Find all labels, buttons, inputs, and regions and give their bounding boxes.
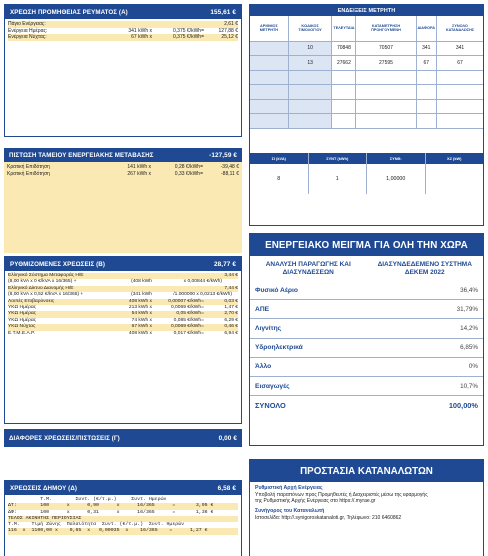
municipal-line: ΔΦ: 100 x 0,31 x 16/365 = 1,36 € bbox=[8, 509, 214, 515]
table-cell bbox=[250, 114, 288, 129]
table-cell: 10 bbox=[288, 41, 332, 56]
line-label: Ε.Τ.Μ.Ε.Α.Ρ. bbox=[8, 330, 36, 336]
table-cell bbox=[288, 99, 332, 114]
source-name: Εισαγωγές bbox=[255, 382, 290, 390]
table-row bbox=[250, 99, 483, 114]
row-label: Πάγιο Ενέργειας: bbox=[8, 21, 46, 27]
table-cell bbox=[332, 99, 356, 114]
regulated-charges-header bbox=[5, 257, 241, 271]
line-qty: (408 kWh bbox=[131, 279, 152, 285]
table-cell: 1 bbox=[309, 164, 368, 194]
line-amount: 3,44 € bbox=[224, 273, 238, 278]
table-cell: 341 bbox=[437, 41, 484, 56]
table-cell bbox=[288, 85, 332, 100]
regulated-charges-total: 28,77 € bbox=[213, 260, 236, 268]
supply-row bbox=[8, 34, 238, 41]
line-rate: 0,085 €/kWh= bbox=[173, 317, 204, 323]
supply-charges-header bbox=[5, 5, 241, 19]
transition-fund-credit-panel bbox=[4, 148, 242, 253]
meter-power-values bbox=[250, 164, 483, 194]
line-label: Ελληνικό Δίκτυο Διανομής Η/Ε bbox=[8, 285, 74, 291]
line-qty: 54 kWh x bbox=[131, 311, 152, 317]
table-cell bbox=[356, 114, 416, 129]
source-name: Υδροηλεκτρικά bbox=[255, 344, 303, 352]
energy-mix-sub-left: ΑΝΑΛΥΣΗ ΠΑΡΑΓΩΓΗΣ ΚΑΙ ΔΙΑΣΥΝΔΕΣΕΩΝ bbox=[265, 260, 351, 276]
source-name: Λιγνίτης bbox=[255, 324, 282, 332]
source-name: ΑΠΕ bbox=[255, 305, 270, 313]
ombudsman-contact[interactable]: Ιστοσελίδα: http://.synigoroskatanaloti.gr, Τηλέφωνο: 210 6460862 bbox=[255, 514, 402, 521]
regulated-charges-panel bbox=[4, 256, 242, 424]
table-row bbox=[250, 41, 483, 56]
table-cell bbox=[250, 70, 288, 85]
row-amount: 127,88 € bbox=[218, 27, 238, 34]
row-qty: 341 kWh x bbox=[128, 27, 152, 34]
table-cell bbox=[416, 114, 437, 129]
meter-readings-table bbox=[250, 16, 483, 129]
table-row bbox=[250, 85, 483, 100]
supply-charges-total: 155,61 € bbox=[210, 8, 236, 16]
source-percent: 36,4% bbox=[460, 286, 478, 294]
row-amount: -88,11 € bbox=[221, 170, 239, 177]
total-percent: 100,00% bbox=[448, 401, 478, 411]
line-rate: 0,00007 €/kWh= bbox=[168, 298, 204, 304]
subsidy-row bbox=[7, 171, 239, 178]
row-rate: 0,375 €/kWh= bbox=[173, 27, 204, 34]
col-header: ΚΩΔΙΚΟΣ ΤΙΜΟΛΟΓΙΟΥ bbox=[288, 16, 332, 41]
table-cell bbox=[356, 70, 416, 85]
supply-charges-panel bbox=[4, 4, 242, 137]
municipal-line: ΔΤ: 100 x 0,90 x 16/365 = 3,95 € bbox=[8, 503, 238, 509]
ombudsman-title: Συνήγορος του Καταναλωτή bbox=[255, 507, 325, 514]
supply-charges-title: ΧΡΕΩΣΗ ΠΡΟΜΗΘΕΙΑΣ ΡΕΥΜΑΤΟΣ (Α) bbox=[10, 8, 128, 16]
table-cell: 1,00000 bbox=[367, 164, 426, 194]
table-cell bbox=[332, 114, 356, 129]
line-amount: 0,46 € bbox=[224, 324, 238, 330]
transition-fund-header bbox=[4, 148, 242, 162]
line-label: ΥΚΩ Ημέρας bbox=[8, 317, 37, 323]
table-cell bbox=[426, 164, 484, 194]
line-rate: 0,0069 €/kWh= bbox=[170, 324, 204, 330]
energy-mix-row bbox=[250, 339, 483, 358]
source-name: Άλλο bbox=[255, 363, 272, 371]
table-row bbox=[250, 114, 483, 129]
table-cell bbox=[250, 99, 288, 114]
line-label: Ελληνικό Σύστημα Μεταφοράς Η/Ε bbox=[8, 273, 84, 278]
col-header: ΧΖ (kW) bbox=[447, 155, 462, 161]
table-cell bbox=[437, 114, 484, 129]
line-amount: 2,70 € bbox=[224, 311, 238, 317]
line-amount: 7,44 € bbox=[224, 285, 238, 291]
table-cell bbox=[437, 85, 484, 100]
subsidy-row bbox=[7, 164, 239, 171]
col-header: ΣΥΝΤ (kWh) bbox=[309, 153, 368, 164]
col-header: ΣΥΝΟΛΟ ΚΑΤΑΝΑΛΩΣΗΣ bbox=[437, 16, 484, 41]
line-qty: 74 kWh x bbox=[131, 317, 152, 323]
energy-mix-panel bbox=[249, 233, 484, 446]
table-cell bbox=[250, 41, 288, 56]
line-label: ΥΚΩ Ημέρας bbox=[8, 311, 37, 317]
regulator-section bbox=[250, 482, 483, 505]
regulator-title: Ρυθμιστική Αρχή Ενέργειας bbox=[255, 485, 323, 491]
table-cell bbox=[416, 85, 437, 100]
municipal-charges-header bbox=[5, 481, 241, 495]
row-rate: 0,375 €/kWh= bbox=[173, 34, 204, 41]
municipal-charges-panel bbox=[4, 480, 242, 556]
municipal-line: 116 x 1100,00 x 0,65 x 0,00035 x 16/365 = 1,27 € bbox=[8, 528, 238, 534]
line-amount: 6,94 € bbox=[224, 330, 238, 336]
line-qty: 408 kWh x bbox=[128, 330, 152, 336]
table-cell bbox=[416, 70, 437, 85]
line-amount: 1,47 € bbox=[224, 305, 238, 311]
col-header: ΚΑΤΑΜΕΤΡΗΣΗ ΠΡΟΗΓΟΥΜΕΝΗ bbox=[356, 16, 416, 41]
line-qty: 408 kWh x bbox=[128, 298, 152, 304]
meter-power-header bbox=[250, 153, 483, 164]
col-header: ΤΕΛΕΥΤΑΙΑ bbox=[332, 16, 356, 41]
col-header: ΣΙ (kVA) bbox=[250, 153, 309, 164]
line-label: Λοιπές Επιβαρύνσεις bbox=[8, 298, 55, 304]
source-percent: 0% bbox=[468, 363, 478, 371]
source-percent: 14,2% bbox=[460, 324, 478, 332]
transition-fund-title: ΠΙΣΤΩΣΗ ΤΑΜΕΙΟΥ ΕΝΕΡΓΕΙΑΚΗΣ ΜΕΤΑΒΑΣΗΣ bbox=[9, 151, 154, 159]
line-label: ΥΚΩ Νύχτας bbox=[8, 324, 36, 330]
col-header: ΑΡΙΘΜΟΣ ΜΕΤΡΗΤΗ bbox=[250, 16, 288, 41]
table-cell: 70507 bbox=[356, 41, 416, 56]
table-cell: 67 bbox=[437, 56, 484, 71]
table-row bbox=[250, 70, 483, 85]
table-cell bbox=[437, 70, 484, 85]
consumer-protection-panel bbox=[249, 459, 484, 556]
energy-mix-row bbox=[250, 281, 483, 300]
line-qty: 213 kWh x bbox=[128, 305, 152, 311]
energy-mix-row bbox=[250, 300, 483, 319]
total-label: ΣΥΝΟΛΟ bbox=[255, 401, 286, 411]
table-cell bbox=[356, 99, 416, 114]
table-cell bbox=[288, 70, 332, 85]
municipal-line: ΤΕΛΟΣ ΑΚΙΝΗΤΗΣ ΠΕΡΙΟΥΣΙΑΣ bbox=[8, 516, 238, 522]
table-cell bbox=[437, 99, 484, 114]
municipal-header-row: Τ.Μ. Συντ. (€/τ.μ.) Συντ. Ημερών bbox=[8, 497, 167, 502]
table-cell bbox=[250, 85, 288, 100]
energy-mix-subheader bbox=[250, 256, 483, 281]
row-label: Ενέργεια Νύχτας: bbox=[8, 34, 47, 41]
row-label: Κρατική Επιδότηση bbox=[7, 164, 50, 170]
table-cell: 67 bbox=[416, 56, 437, 71]
table-cell bbox=[332, 70, 356, 85]
line-amount: 0,03 € bbox=[224, 298, 238, 304]
table-cell bbox=[416, 99, 437, 114]
line-rate: /1.000000 x 0,0213 €/kWh) bbox=[173, 292, 232, 298]
row-rate: 0,33 €/kWh= bbox=[174, 170, 203, 177]
supply-row bbox=[8, 21, 238, 28]
consumer-protection-title: ΠΡΟΣΤΑΣΙΑ ΚΑΤΑΝΑΛΩΤΩΝ bbox=[250, 460, 483, 482]
line-qty: 67 kWh x bbox=[131, 324, 152, 330]
line-qty: (341 kWh bbox=[131, 292, 152, 298]
regulated-charges-title: ΡΥΘΜΙΖΟΜΕΝΕΣ ΧΡΕΩΣΕΙΣ (Β) bbox=[10, 260, 106, 268]
row-rate: 0,28 €/kWh= bbox=[174, 164, 203, 170]
line-label: (8,00 kVA x 0,52 €/kVA x 16/365) + bbox=[8, 292, 84, 298]
source-percent: 6,85% bbox=[460, 344, 478, 352]
energy-mix-row bbox=[250, 358, 483, 377]
energy-mix-row bbox=[250, 377, 483, 396]
row-label: Ενέργεια Ημέρας: bbox=[8, 27, 48, 34]
row-amount: -39,48 € bbox=[220, 164, 239, 170]
misc-charges-total: 0,00 € bbox=[218, 434, 237, 442]
table-cell bbox=[288, 114, 332, 129]
transition-fund-total: -127,59 € bbox=[209, 151, 237, 159]
regulator-link[interactable]: της Ρυθμιστικής Αρχής Ενέργειας στο https://.myrae.gr bbox=[255, 498, 376, 505]
misc-charges-title: ΔΙΑΦΟΡΕΣ ΧΡΕΩΣΕΙΣ/ΠΙΣΤΩΣΕΙΣ (Γ) bbox=[9, 434, 120, 442]
meter-readings-panel bbox=[249, 4, 484, 226]
misc-charges-panel bbox=[4, 429, 242, 447]
row-qty: 267 kWh x bbox=[127, 170, 151, 177]
source-name: Φυσικό Αέριο bbox=[255, 286, 298, 294]
line-label: (8,00 kVA x 0 €/kVA x 16/365) + bbox=[8, 279, 77, 285]
table-cell bbox=[250, 56, 288, 71]
col-header: ΔΙΑΦΟΡΑ bbox=[416, 16, 437, 41]
row-qty bbox=[112, 21, 152, 28]
table-cell bbox=[356, 85, 416, 100]
regulator-text: Υποβολή παραπόνων προς Προμηθευτές ή Διαχειριστές μέσω της εφαρμογής bbox=[255, 492, 428, 498]
line-rate: x 0,00844 €/kWh) bbox=[183, 279, 222, 285]
row-amount: 2,61 € bbox=[224, 21, 238, 27]
municipal-header-row: Τ.Μ. Τιμή Ζώνης Παλαιότητα Συντ. (€/τ.μ.) Συντ. Ημερών bbox=[8, 522, 185, 528]
line-rate: 0,0069 €/kWh= bbox=[170, 305, 204, 311]
table-cell: 27595 bbox=[356, 56, 416, 71]
table-cell bbox=[332, 85, 356, 100]
table-row bbox=[250, 56, 483, 71]
energy-mix-title: ΕΝΕΡΓΕΙΑΚΟ ΜΕΙΓΜΑ ΓΙΑ ΟΛΗ ΤΗΝ ΧΩΡΑ bbox=[250, 234, 483, 256]
table-cell: 27662 bbox=[332, 56, 356, 71]
misc-charges-header bbox=[4, 429, 242, 447]
row-qty: 141 kWh x bbox=[127, 164, 151, 170]
table-cell: 8 bbox=[250, 164, 309, 194]
row-label: Κρατική Επιδότηση bbox=[7, 170, 50, 177]
table-cell: 70848 bbox=[332, 41, 356, 56]
source-percent: 31,79% bbox=[456, 305, 478, 313]
table-cell: 13 bbox=[288, 56, 332, 71]
ombudsman-section bbox=[250, 505, 483, 521]
energy-mix-sub-right: ΔΙΑΣΥΝΔΕΔΕΜΕΝΟ ΣΥΣΤΗΜΑ ΔΕΚΕΜ 2022 bbox=[377, 260, 472, 276]
municipal-charges-title: ΧΡΕΩΣΕΙΣ ΔΗΜΟΥ (Δ) bbox=[10, 484, 78, 492]
energy-mix-row bbox=[250, 319, 483, 338]
line-label: ΥΚΩ Ημέρας bbox=[8, 305, 37, 311]
line-rate: 0,05 €/kWh= bbox=[176, 311, 204, 317]
row-rate bbox=[152, 21, 204, 28]
line-amount: 6,29 € bbox=[224, 317, 238, 323]
energy-mix-total-row bbox=[250, 396, 483, 415]
source-percent: 10,7% bbox=[460, 382, 478, 390]
spacer bbox=[250, 129, 483, 153]
col-header: ΣΥΝΘ. bbox=[367, 153, 426, 164]
line-rate: 0,017 €/kWh= bbox=[173, 330, 204, 336]
municipal-charges-total: 6,58 € bbox=[217, 484, 236, 492]
regulated-line bbox=[8, 331, 238, 337]
table-cell: 341 bbox=[416, 41, 437, 56]
meter-readings-title: ΕΝΔΕΙΞΕΙΣ ΜΕΤΡΗΤΗ bbox=[250, 5, 483, 16]
row-qty: 67 kWh x bbox=[131, 34, 152, 41]
row-amount: 25,12 € bbox=[221, 34, 238, 41]
